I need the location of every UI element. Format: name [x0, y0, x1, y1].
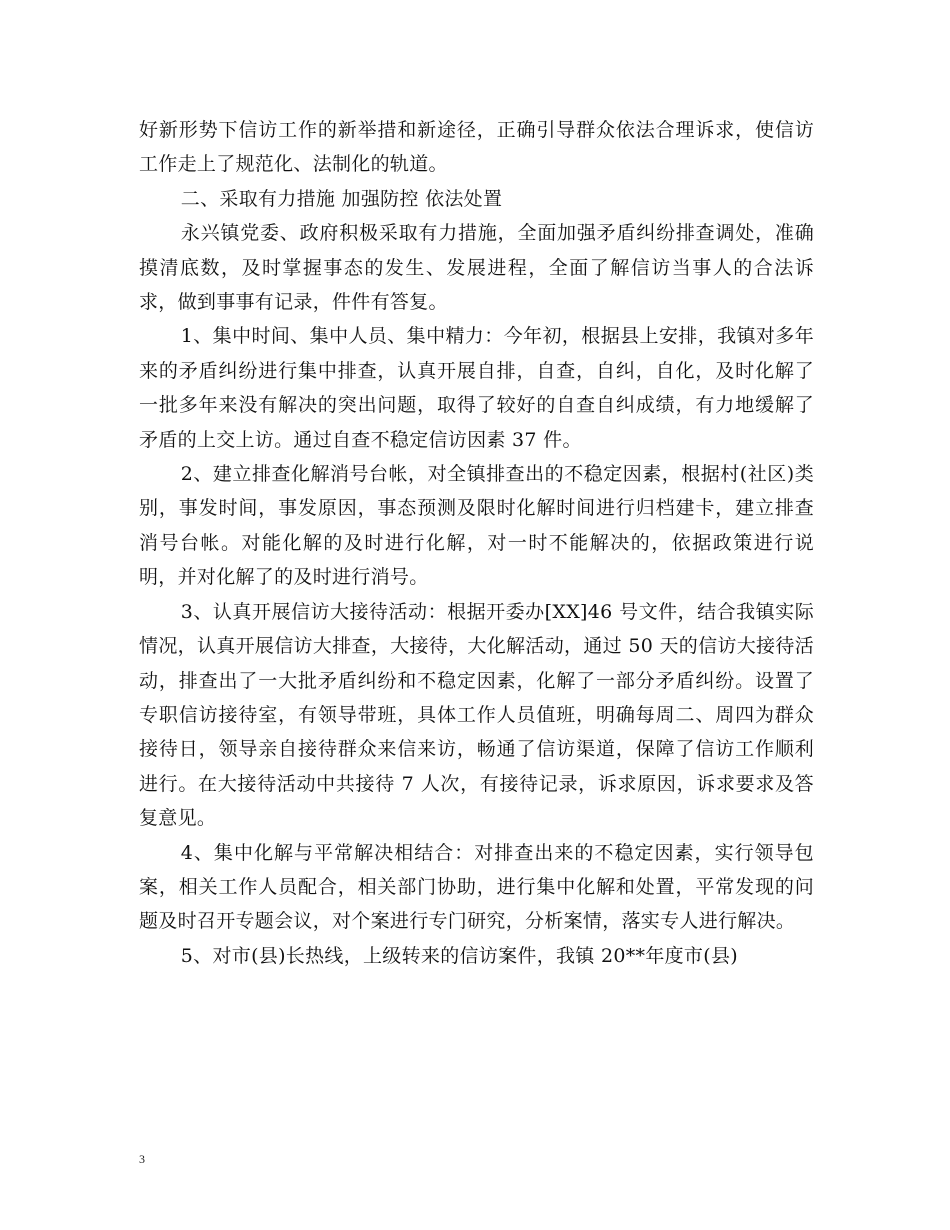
paragraph-item-3: 3、认真开展信访大接待活动：根据开委办[XX]46 号文件，结合我镇实际情况，认真开展信访大排查，大接待，大化解活动，通过 50 天的信访大接待活动，排查出了一大批矛盾纠纷和不稳定因素，化解了一部分矛盾纠纷。设置了专职信访接待室，有领导带班，具体工作人员值班，明确每周二、周四为群众接待日，领导亲自接待群众来信来访，畅通了信访渠道，保障了信访工作顺利进行。在大接待活动中共接待 7 人次，有接待记录，诉求原因，诉求要求及答复意见。 — [139, 600, 814, 830]
page-number: 3 — [139, 1152, 145, 1166]
paragraph-intro: 永兴镇党委、政府积极采取有力措施，全面加强矛盾纠纷排查调处，准确摸清底数，及时掌握事态的发生、发展进程，全面了解信访当事人的合法诉求，做到事事有记录，件件有答复。 — [139, 222, 814, 314]
document-body — [139, 113, 814, 973]
section-heading: 二、采取有力措施 加强防控 依法处置 — [180, 187, 503, 210]
paragraph-continuation: 好新形势下信访工作的新举措和新途径，正确引导群众依法合理诉求，使信访工作走上了规范化、法制化的轨道。 — [139, 119, 814, 176]
paragraph-item-2: 2、建立排查化解消号台帐，对全镇排查出的不稳定因素，根据村(社区)类别，事发时间，事发原因，事态预测及限时化解时间进行归档建卡，建立排查消号台帐。对能化解的及时进行化解，对一时不能解决的，依据政策进行说明，并对化解了的及时进行消号。 — [139, 463, 814, 589]
paragraph-item-1: 1、集中时间、集中人员、集中精力：今年初，根据县上安排，我镇对多年来的矛盾纠纷进行集中排查，认真开展自排，自查，自纠，自化，及时化解了一批多年来没有解决的突出问题，取得了较好的自查自纠成绩，有力地缓解了矛盾的上交上访。通过自查不稳定信访因素 37 件。 — [139, 325, 814, 451]
paragraph-item-4: 4、集中化解与平常解决相结合：对排查出来的不稳定因素，实行领导包案，相关工作人员配合，相关部门协助，进行集中化解和处置，平常发现的问题及时召开专题会议，对个案进行专门研究，分析案情，落实专人进行解决。 — [139, 841, 814, 933]
paragraph-item-5: 5、对市(县)长热线，上级转来的信访案件，我镇 20**年度市(县) — [180, 944, 738, 967]
